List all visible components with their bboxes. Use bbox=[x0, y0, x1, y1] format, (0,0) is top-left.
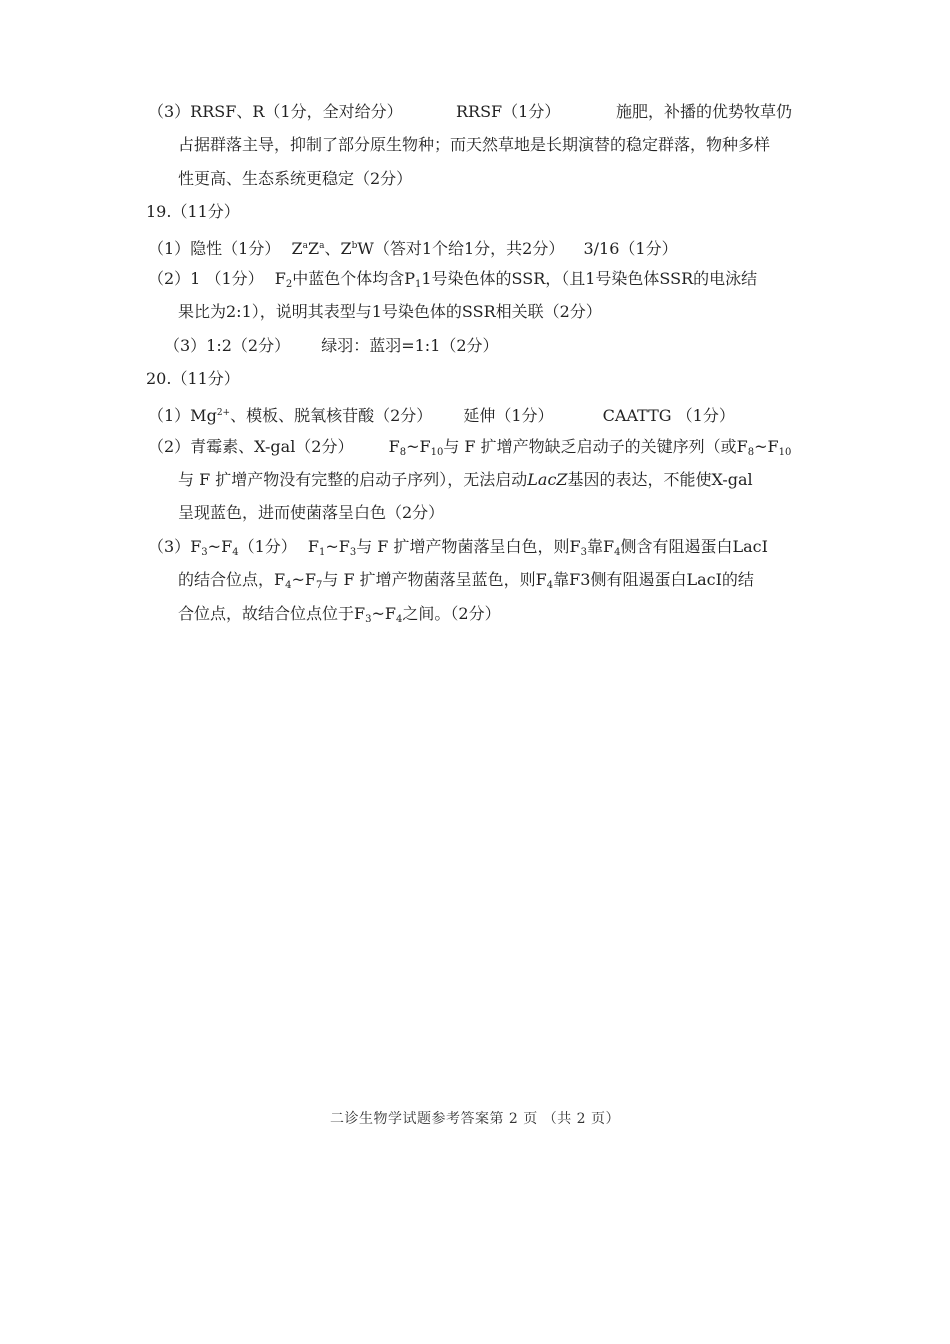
q20-p1-c: CAATTG （1分） bbox=[602, 406, 735, 425]
q19-genotype-1: $Z^aZ^a$ bbox=[291, 239, 325, 258]
q19-heading-text: 19.（11分） bbox=[146, 202, 240, 221]
q19-p1-a: （1）隐性（1分） bbox=[148, 239, 281, 258]
q20-p2-c: 与 F 扩增产物没有完整的启动子序列），无法启动 bbox=[178, 470, 528, 489]
q20-p3-range-f3f4: $F_3\sim F_4$ bbox=[190, 537, 239, 558]
q19-p2-c: 1号染色体的SSR，（且1号染色体SSR的电泳结 bbox=[421, 269, 758, 288]
q20-p2-range: $F_8\sim F_{10}$ bbox=[388, 437, 444, 458]
q19-p2-a: （2）1 （1分） bbox=[148, 269, 264, 288]
q20-p2-line3 bbox=[178, 502, 444, 524]
q19-p2-b: 中蓝色个体均含P bbox=[292, 269, 415, 288]
q18-p3-line1-b bbox=[456, 101, 560, 123]
q19-genotype-2: $Z^bW$（答对1个给1分，共2分） bbox=[340, 239, 565, 258]
q19-p1-c: 3/16（1分） bbox=[583, 239, 678, 258]
q18-p3-text-e: 性更高、生态系统更稳定（2分） bbox=[178, 169, 413, 188]
q19-p3-a: （3）1:2（2分） bbox=[164, 336, 291, 355]
q18-p3-line3 bbox=[178, 168, 412, 190]
q20-p3-line1: $(3)F_3\sim F_4(1$分） $F_1\sim F_3$与 F 扩增产物菌落呈白色，则$F_3$靠$F_4$侧含有阻遏蛋白LacI bbox=[148, 537, 768, 558]
q19-p2-line2 bbox=[178, 301, 602, 323]
q20-p3-range-f1f3: $F_1\sim F_3$ bbox=[307, 537, 357, 558]
q20-p2-d: 基因的表达，不能使X-gal bbox=[567, 470, 753, 489]
page-footer: 二诊生物学试题参考答案第 2 页 （共 2 页） bbox=[329, 1111, 621, 1127]
q20-p2-b: 与 F 扩增产物缺乏启动子的关键序列（或 bbox=[443, 437, 737, 456]
q19-p1: （1）隐性（1分） $Z^aZ^a$、$Z^bW$（答对1个给1分，共2分） 3/16（1分） bbox=[148, 239, 678, 258]
q20-p2-line1 bbox=[148, 436, 791, 464]
q18-p3-line1 bbox=[148, 101, 403, 123]
q20-heading bbox=[146, 368, 240, 390]
q18-p3-line2 bbox=[178, 134, 770, 156]
q20-p1-a: 、模板、脱氧核苷酸（2分） bbox=[230, 406, 433, 425]
q20-p3-range-f4f7: $F_4\sim F_7$ bbox=[274, 570, 323, 591]
q19-p2-d: 果比为2:1），说明其表型与1号染色体的SSR相关联（2分） bbox=[178, 302, 602, 321]
q18-p3-text-c: 施肥，补播的优势牧草仍 bbox=[616, 102, 793, 121]
q20-p2-e: 呈现蓝色，进而使菌落呈白色（2分） bbox=[178, 503, 445, 522]
q20-p3-line2: 的结合位点，$F_4\sim F_7$与 F 扩增产物菌落呈蓝色，则$F_4$靠F3侧有阻遏蛋白LacI的结 bbox=[178, 570, 754, 591]
q20-p2-a: （2）青霉素、X-gal（2分） bbox=[148, 437, 354, 456]
q20-p1-mg: （1）Mg bbox=[148, 406, 217, 425]
q20-p1: $(1)Mg^{2+}$、模板、脱氧核苷酸（2分） 延伸（1分） CAATTG （1分） bbox=[148, 406, 735, 425]
q20-p2-line2 bbox=[178, 469, 753, 491]
q18-p3-text-b: RRSF（1分） bbox=[456, 102, 561, 121]
q20-p3-line3: 合位点，故结合位点位于$F_3\sim F_4$之间。（2分） bbox=[178, 604, 501, 625]
q19-p2-line1: （2）1 （1分） $F_2$中蓝色个体均含$P_11$号染色体的SSR，（且1号染色体SSR的电泳结 bbox=[148, 269, 758, 290]
q20-heading-text: 20.（11分） bbox=[146, 369, 240, 388]
q20-p1-b: 延伸（1分） bbox=[463, 406, 554, 425]
q20-p2-lacz: LacZ bbox=[527, 470, 568, 489]
q18-p3-line1-c bbox=[616, 101, 792, 123]
q20-p2-range-2: $F_8\sim F_{10}$ bbox=[736, 437, 792, 458]
q19-p2-f2: $F_2$ bbox=[274, 269, 293, 290]
q19-p3 bbox=[164, 335, 499, 357]
q19-p3-b: 绿羽：蓝羽=1:1（2分） bbox=[321, 336, 499, 355]
q20-p3-range-final: $F_3\sim F_4$ bbox=[354, 604, 403, 625]
q19-heading bbox=[146, 201, 240, 223]
q18-p3-text-d: 占据群落主导，抑制了部分原生物种；而天然草地是长期演替的稳定群落，物种多样 bbox=[178, 135, 771, 154]
q18-p3-text-a: （3）RRSF、R（1分，全对给分） bbox=[148, 102, 403, 121]
